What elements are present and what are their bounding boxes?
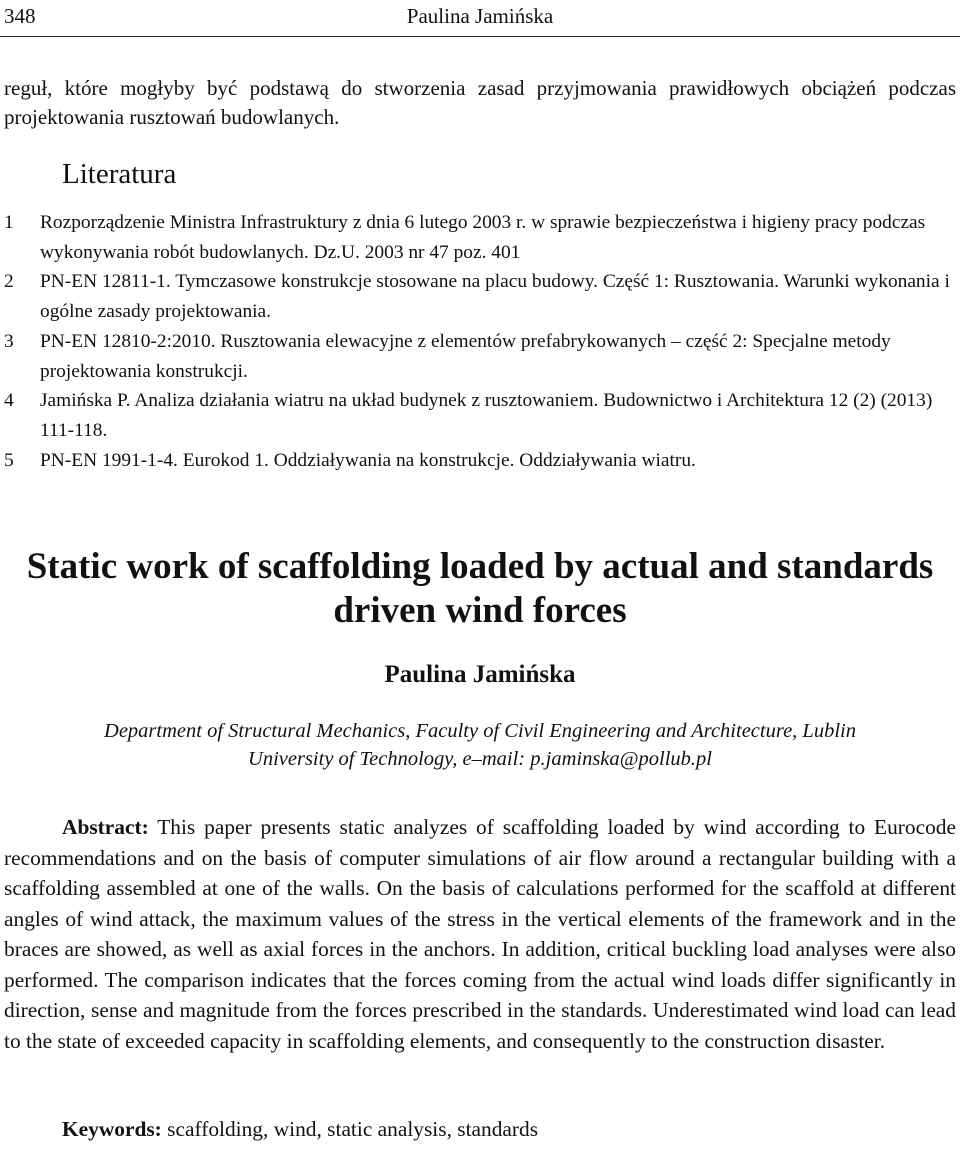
keywords-label: Keywords: (62, 1117, 162, 1141)
keywords (62, 1117, 538, 1142)
reference-text: PN-EN 1991-1-4. Eurokod 1. Oddziaływania na konstrukcje. Oddziaływania wiatru. (40, 449, 696, 471)
reference-item (4, 208, 954, 267)
abstract (4, 812, 956, 1056)
reference-item (4, 267, 954, 326)
paper-title-line: driven wind forces (333, 590, 627, 631)
page-number: 348 (4, 4, 36, 28)
reference-number: 5 (4, 449, 14, 471)
paper-title (0, 545, 960, 633)
abstract-text: This paper presents static analyzes of scaffolding loaded by wind according to Eurocode recommendations and on the basis of computer simulations of air flow around a rectangular building with a scaffolding assembled at one of the walls. On the basis of calculations performed for the scaffold at different angles of wind attack, the maximum values of the stress in the vertical elements of the framework and in the braces are showed, as well as axial forces in the anchors. In addition, critical buckling load analyses were also performed. The comparison indicates that the forces coming from the actual wind loads differ significantly in direction, sense and magnitude from the forces prescribed in the standards. Underestimated wind load can lead to the state of exceeded capacity in scaffolding elements, and consequently to the construction disaster. (4, 815, 956, 1053)
reference-list (4, 208, 954, 475)
affiliation (30, 717, 930, 773)
reference-number: 2 (4, 271, 14, 293)
affiliation-line: University of Technology, e–mail: p.jaminska@pollub.pl (248, 748, 712, 770)
paper-title-line: Static work of scaffolding loaded by actual and standards (26, 546, 934, 587)
keywords-text: scaffolding, wind, static analysis, standards (161, 1117, 539, 1141)
page-header (0, 0, 960, 37)
abstract-label: Abstract: (62, 815, 149, 839)
intro-paragraph: reguł, które mogłyby być podstawą do stworzenia zasad przyjmowania prawidłowych obciążeń podczas projektowania rusztowań budowlanych. (4, 76, 956, 129)
reference-number: 1 (4, 212, 14, 233)
reference-text: Jamińska P. Analiza działania wiatru na układ budynek z rusztowaniem. Budownictwo i Architektura 12 (2) (2013) 111-118. (40, 390, 933, 441)
literature-heading: Literatura (62, 158, 177, 190)
affiliation-line: Department of Structural Mechanics, Faculty of Civil Engineering and Architecture, Lublin (104, 720, 856, 742)
reference-text: PN-EN 12810-2:2010. Rusztowania elewacyjne z elementów prefabrykowanych – część 2: Specjalne metody projektowania konstrukcji. (40, 330, 891, 382)
reference-item (4, 386, 954, 445)
reference-item (4, 327, 954, 386)
reference-text: Rozporządzenie Ministra Infrastruktury z dnia 6 lutego 2003 r. w sprawie bezpieczeństwa i higieny pracy podczas wykonywania robót budowlanych. Dz.U. 2003 nr 47 poz. 401 (40, 212, 926, 263)
reference-number: 4 (4, 390, 14, 412)
running-head: Paulina Jamińska (406, 4, 554, 28)
reference-item (4, 446, 954, 476)
reference-text: PN-EN 12811-1. Tymczasowe konstrukcje stosowane na placu budowy. Część 1: Rusztowania. Warunki wykonania i ogólne zasady projektowania. (40, 271, 950, 323)
reference-number: 3 (4, 330, 14, 352)
author-name: Paulina Jamińska (384, 661, 576, 688)
